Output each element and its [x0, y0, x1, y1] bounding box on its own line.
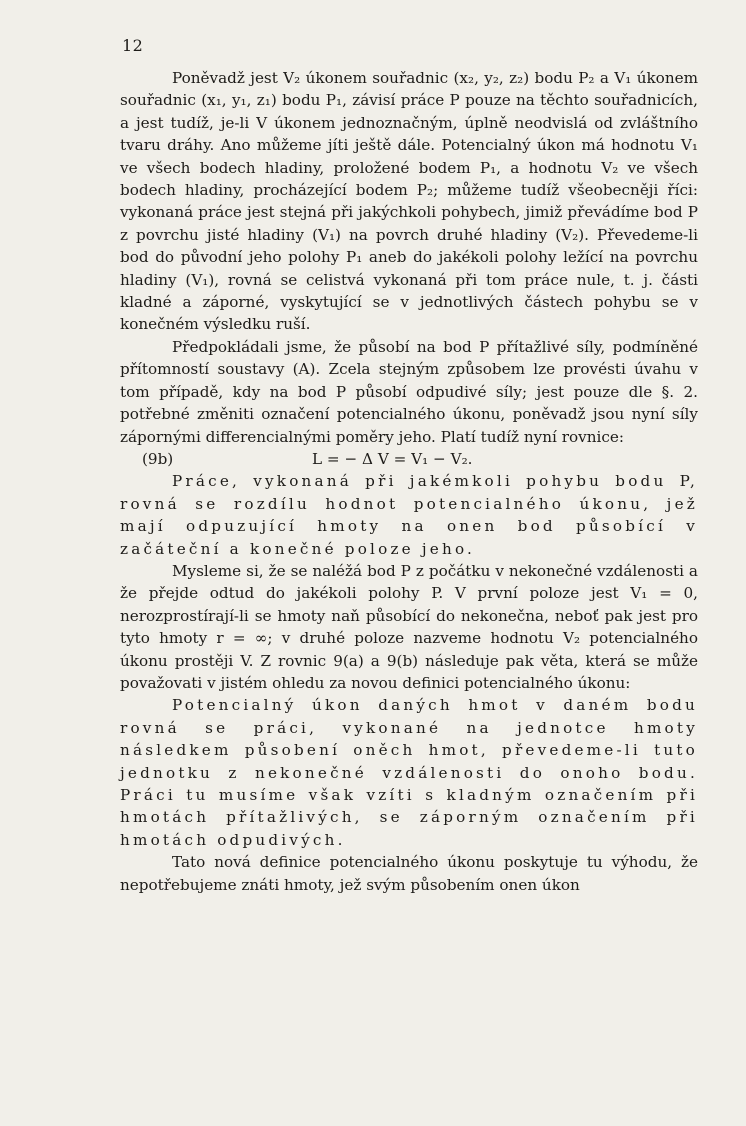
- theorem-1: Práce, vykonaná při jakémkoli pohybu bodu P, rovná se rozdílu hodnot potencialného úkonu, jež mají odpuzující hmoty na onen bod působící v začáteční a konečné poloze jeho.: [120, 472, 698, 558]
- body-text: [120, 67, 698, 896]
- equation-label: (9b): [142, 449, 174, 468]
- theorem-2: Potencialný úkon daných hmot v daném bodu rovná se práci, vykonané na jednotce hmoty následkem působení oněch hmot, převedeme-li tuto jednotku z nekonečné vzdálenosti do onoho bodu. Práci tu musíme však vzíti s kladným označením při hmotách přítažlivých, se záporným označením při hmotách odpudivých.: [120, 696, 698, 849]
- equation-9b: [120, 448, 698, 470]
- page-number: 12: [122, 36, 144, 55]
- paragraph-4: Tato nová definice potencialného úkonu poskytuje tu výhodu, že nepotřebujeme znáti hmoty, jež svým působením onen úkon: [120, 853, 698, 894]
- equation-body: L = − Δ V = V₁ − V₂.: [312, 449, 473, 468]
- paragraph-2: Předpokládali jsme, že působí na bod P přítažlivé síly, podmíněné přítomností soustavy (A). Zcela stejným způsobem lze provésti úvahu v tom případě, kdy na bod P působí odpudivé síly; jest pouze dle §. 2. potřebné změniti označení potencialného úkonu, poněvadž jsou nyní síly zápornými differencialnými poměry jeho. Platí tudíž nyní rovnice:: [120, 337, 698, 446]
- paragraph-1: Poněvadž jest V₂ úkonem souřadnic (x₂, y₂, z₂) bodu P₂ a V₁ úkonem souřadnic (x₁, y₁, z₁) bodu P₁, závisí práce P pouze na těchto souřadnicích, a jest tudíž, je-li V úkonem jednoznačným, úplně neodvislá od zvláštního tvaru dráhy. Ano můžeme jíti ještě dále. Potencialný úkon má hodnotu V₁ ve všech bodech hladiny, proložené bodem P₁, a hodnotu V₂ ve všech bodech hladiny, procházející bodem P₂; můžeme tudíž všeobecněji říci: vykonaná práce jest stejná při jakýchkoli pohybech, jimiž převádíme bod P z povrchu jisté hladiny (V₁) na povrch druhé hladiny (V₂). Převedeme-li bod do původní jeho polohy P₁ aneb do jakékoli polohy ležící na povrchu hladiny (V₁), rovná se celistvá vykonaná při tom práce nule, t. j. části kladné a záporné, vyskytující se v jednotlivých částech pohybu se v konečném výsledku ruší.: [120, 69, 698, 334]
- paragraph-3: Mysleme si, že se naléžá bod P z počátku v nekonečné vzdálenosti a že přejde odtud do jakékoli polohy P. V první poloze jest V₁ = 0, nerozprostírají-li se hmoty naň působící do nekonečna, neboť pak jest pro tyto hmoty r = ∞; v druhé poloze nazveme hodnotu V₂ potencialného úkonu prostěji V. Z rovnic 9(a) a 9(b) následuje pak věta, která se může považovati v jistém ohledu za novou definici potencialného úkonu:: [120, 561, 698, 692]
